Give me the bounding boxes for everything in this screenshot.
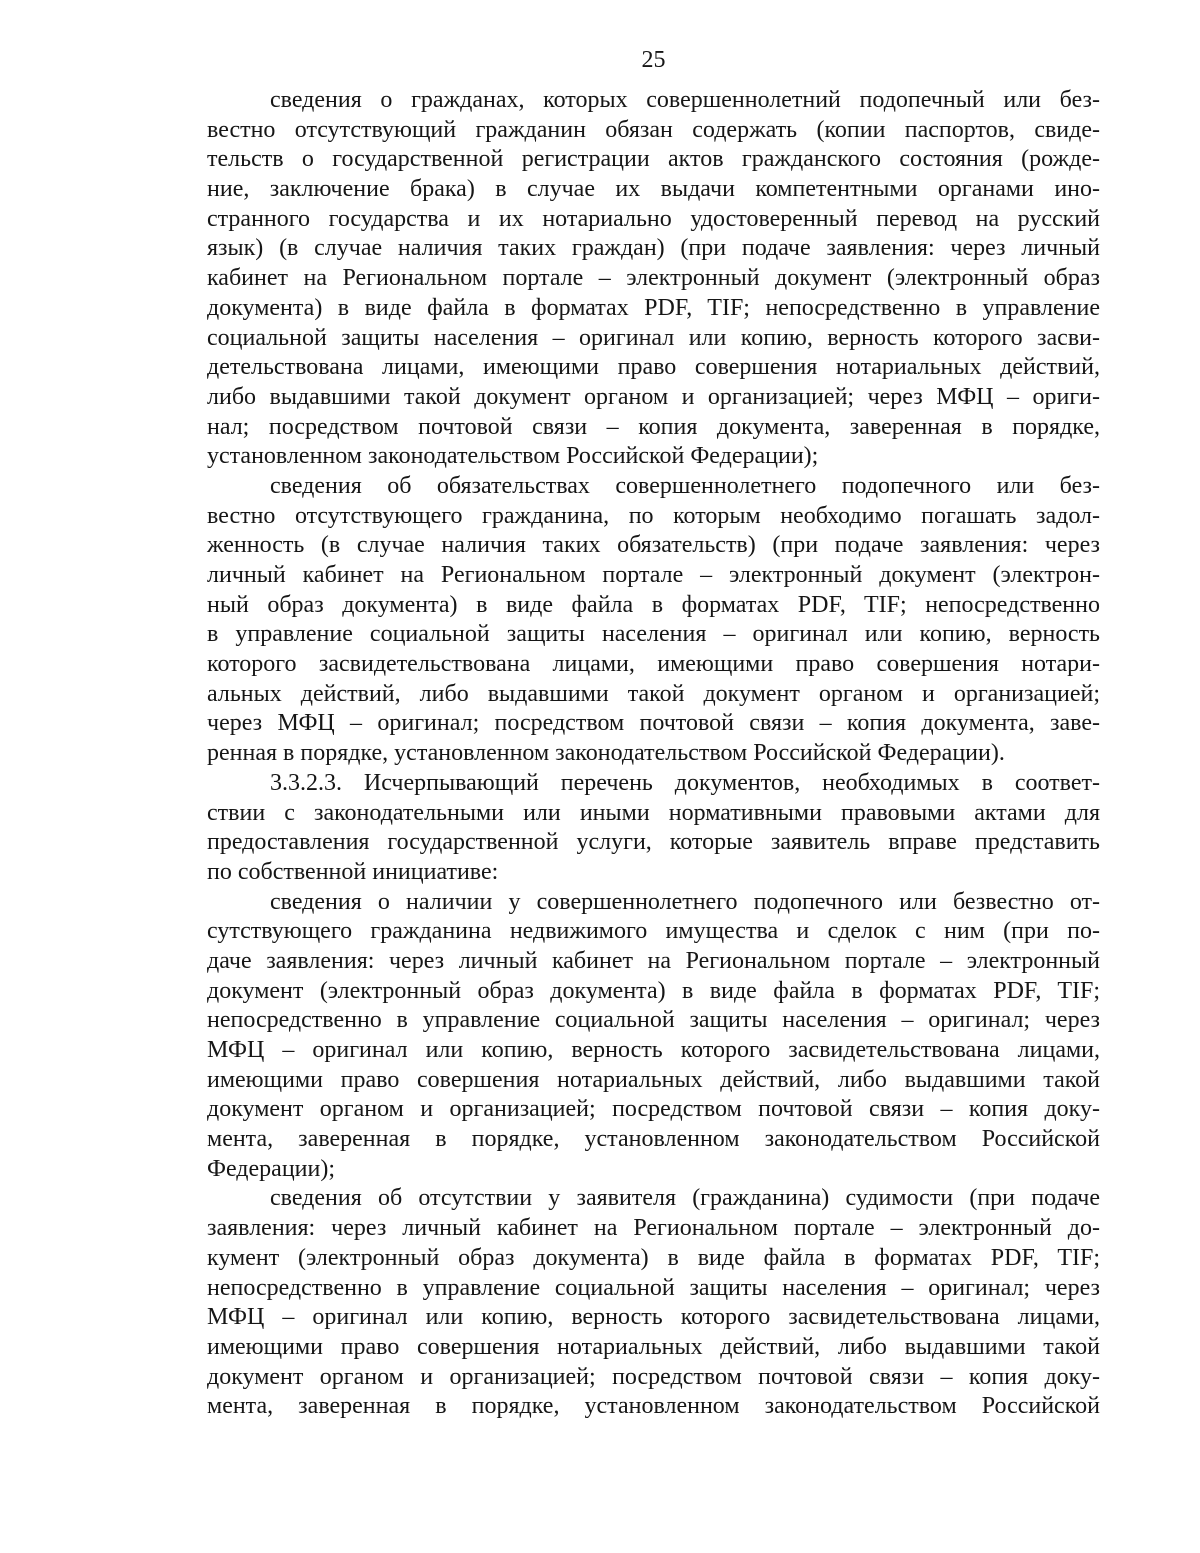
text-line: установленном законодательством Российской Федерации); — [207, 443, 819, 470]
text-line: сведения о гражданах, которых совершеннолетний подопечный или без- — [270, 87, 1100, 113]
paragraph-1 — [207, 86, 1100, 472]
text-line: нал; посредством почтовой связи – копия документа, заверенная в порядке, — [207, 413, 1100, 440]
text-line: мента, заверенная в порядке, установленном законодательством Российской — [207, 1126, 1100, 1153]
text-line: непосредственно в управление социальной защиты населения – оригинал; через — [207, 1007, 1100, 1034]
text-line: документа) в виде файла в форматах PDF, TIF; непосредственно в управление — [207, 294, 1100, 321]
text-line: 3.3.2.3. Исчерпывающий перечень документов, необходимых в соответ- — [270, 769, 1100, 796]
text-line: вестно отсутствующий гражданин обязан содержать (копии паспортов, свиде- — [207, 116, 1100, 143]
text-line: сведения об обязательствах совершеннолетнего подопечного или без- — [270, 472, 1100, 499]
text-line: личный кабинет на Региональном портале – электронный документ (электрон- — [207, 562, 1100, 588]
text-line: имеющими право совершения нотариальных действий, либо выдавшими такой — [207, 1066, 1100, 1093]
text-line: ние, заключение брака) в случае их выдачи компетентными органами ино- — [207, 176, 1100, 203]
text-line: ренная в порядке, установленном законодательством Российской Федерации). — [207, 740, 1005, 767]
text-line: вестно отсутствующего гражданина, по которым необходимо погашать задол- — [207, 502, 1100, 529]
text-line: мента, заверенная в порядке, установленном законодательством Российской — [207, 1393, 1100, 1420]
text-line: предоставления государственной услуги, которые заявитель вправе представить — [207, 829, 1100, 856]
paragraph-4 — [207, 888, 1100, 1185]
text-line: документ (электронный образ документа) в виде файла в форматах PDF, TIF; — [207, 977, 1100, 1004]
text-line: язык) (в случае наличия таких граждан) (при подаче заявления: через личный — [207, 235, 1100, 262]
text-line: имеющими право совершения нотариальных действий, либо выдавшими такой — [207, 1333, 1100, 1360]
text-line: Федерации); — [207, 1155, 336, 1182]
text-line: документ органом и организацией; посредством почтовой связи – копия доку- — [207, 1096, 1100, 1123]
text-line: ствии с законодательными или иными нормативными правовыми актами для — [207, 799, 1100, 826]
text-line: ный образ документа) в виде файла в форматах PDF, TIF; непосредственно — [207, 591, 1100, 618]
paragraph-3 — [207, 769, 1100, 888]
text-line: сведения о наличии у совершеннолетнего подопечного или безвестно от- — [270, 888, 1100, 915]
text-line: кабинет на Региональном портале – электронный документ (электронный образ — [207, 265, 1100, 292]
text-line: документ органом и организацией; посредством почтовой связи – копия доку- — [207, 1363, 1100, 1390]
text-line: даче заявления: через личный кабинет на Региональном портале – электронный — [207, 947, 1100, 974]
text-line: в управление социальной защиты населения – оригинал или копию, верность — [207, 621, 1100, 648]
text-line: женность (в случае наличия таких обязательств) (при подаче заявления: через — [207, 532, 1100, 559]
paragraph-2 — [207, 472, 1100, 769]
text-line: странного государства и их нотариально удостоверенный перевод на русский — [207, 205, 1100, 232]
paragraph-5 — [207, 1184, 1100, 1422]
text-line: МФЦ – оригинал или копию, верность которого засвидетельствована лицами, — [207, 1037, 1100, 1063]
text-line: тельств о государственной регистрации актов гражданского состояния (рожде- — [207, 146, 1100, 173]
text-line: сутствующего гражданина недвижимого имущества и сделок с ним (при по- — [207, 918, 1100, 945]
text-line: непосредственно в управление социальной защиты населения – оригинал; через — [207, 1274, 1100, 1301]
text-line: кумент (электронный образ документа) в виде файла в форматах PDF, TIF; — [207, 1244, 1100, 1271]
text-line: заявления: через личный кабинет на Региональном портале – электронный до- — [207, 1215, 1100, 1242]
text-line: которого засвидетельствована лицами, имеющими право совершения нотари- — [207, 651, 1100, 678]
text-line: через МФЦ – оригинал; посредством почтовой связи – копия документа, заве- — [207, 710, 1100, 737]
text-line: МФЦ – оригинал или копию, верность которого засвидетельствована лицами, — [207, 1304, 1100, 1331]
document-body — [207, 86, 1100, 1422]
page-number: 25 — [641, 47, 666, 73]
text-line: альных действий, либо выдавшими такой документ органом и организацией; — [207, 680, 1100, 707]
text-line: сведения об отсутствии у заявителя (гражданина) судимости (при подаче — [270, 1185, 1100, 1212]
text-line: детельствована лицами, имеющими право совершения нотариальных действий, — [207, 354, 1100, 381]
text-line: либо выдавшими такой документ органом и организацией; через МФЦ – ориги- — [207, 383, 1100, 410]
text-line: по собственной инициативе: — [207, 858, 499, 885]
text-line: социальной защиты населения – оригинал или копию, верность которого засви- — [207, 324, 1100, 351]
